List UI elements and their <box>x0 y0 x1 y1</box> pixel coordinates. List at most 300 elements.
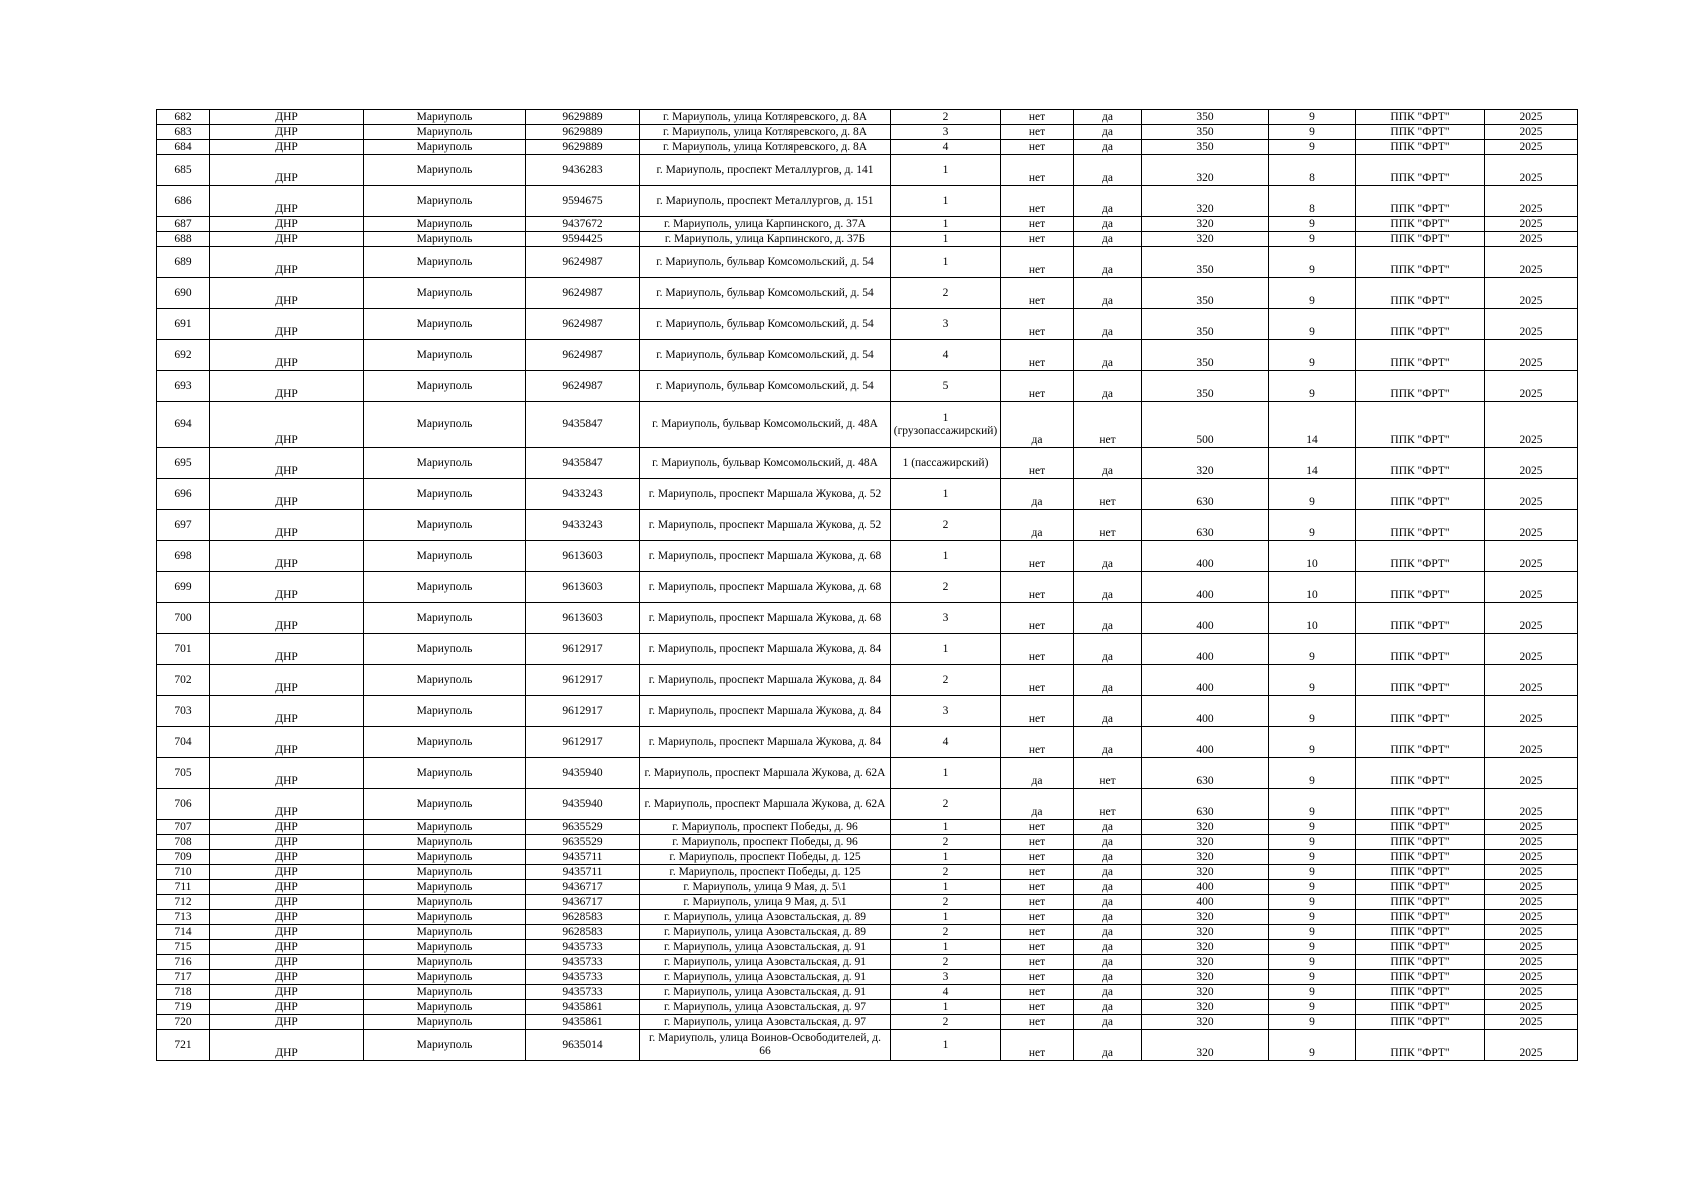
flag-b-cell: да <box>1074 850 1142 865</box>
capacity-cell: 320 <box>1142 1015 1269 1030</box>
city-cell: Мариуполь <box>364 789 526 820</box>
region-cell: ДНР <box>210 634 364 665</box>
capacity-cell: 320 <box>1142 820 1269 835</box>
flag-a-cell: нет <box>1001 155 1074 186</box>
building-code-cell: 9435733 <box>526 955 640 970</box>
stops-cell: 9 <box>1269 217 1356 232</box>
stops-cell: 9 <box>1269 865 1356 880</box>
flag-b-cell: да <box>1074 1000 1142 1015</box>
stops-cell: 8 <box>1269 186 1356 217</box>
table-row <box>157 895 1578 910</box>
row-number: 688 <box>157 232 210 247</box>
lift-number-cell: 4 <box>891 140 1001 155</box>
city-cell: Мариуполь <box>364 110 526 125</box>
city-cell: Мариуполь <box>364 140 526 155</box>
lift-number-cell: 1 <box>891 1030 1001 1061</box>
flag-b-cell: нет <box>1074 789 1142 820</box>
capacity-cell: 400 <box>1142 696 1269 727</box>
organization-cell: ППК "ФРТ" <box>1356 402 1485 448</box>
lift-number-cell: 2 <box>891 1015 1001 1030</box>
year-cell: 2025 <box>1485 1015 1578 1030</box>
stops-cell: 9 <box>1269 1015 1356 1030</box>
building-code-cell: 9628583 <box>526 925 640 940</box>
building-code-cell: 9624987 <box>526 371 640 402</box>
stops-cell: 9 <box>1269 925 1356 940</box>
capacity-cell: 320 <box>1142 940 1269 955</box>
flag-b-cell: да <box>1074 232 1142 247</box>
flag-b-cell: да <box>1074 880 1142 895</box>
table-row <box>157 217 1578 232</box>
region-cell: ДНР <box>210 110 364 125</box>
table-row <box>157 340 1578 371</box>
address-cell: г. Мариуполь, проспект Маршала Жукова, д. 52 <box>640 510 891 541</box>
city-cell: Мариуполь <box>364 479 526 510</box>
year-cell: 2025 <box>1485 572 1578 603</box>
year-cell: 2025 <box>1485 925 1578 940</box>
building-code-cell: 9624987 <box>526 278 640 309</box>
row-number: 714 <box>157 925 210 940</box>
flag-a-cell: нет <box>1001 448 1074 479</box>
lift-number-cell: 1 <box>891 186 1001 217</box>
capacity-cell: 630 <box>1142 479 1269 510</box>
flag-a-cell: нет <box>1001 247 1074 278</box>
row-number: 685 <box>157 155 210 186</box>
row-number: 697 <box>157 510 210 541</box>
flag-a-cell: нет <box>1001 186 1074 217</box>
city-cell: Мариуполь <box>364 895 526 910</box>
row-number: 700 <box>157 603 210 634</box>
table-row <box>157 634 1578 665</box>
stops-cell: 9 <box>1269 985 1356 1000</box>
capacity-cell: 400 <box>1142 541 1269 572</box>
organization-cell: ППК "ФРТ" <box>1356 880 1485 895</box>
lift-number-cell: 1 <box>891 910 1001 925</box>
table-row <box>157 1015 1578 1030</box>
city-cell: Мариуполь <box>364 510 526 541</box>
address-cell: г. Мариуполь, проспект Маршала Жукова, д. 84 <box>640 727 891 758</box>
building-code-cell: 9433243 <box>526 479 640 510</box>
table-row <box>157 1030 1578 1061</box>
region-cell: ДНР <box>210 895 364 910</box>
row-number: 695 <box>157 448 210 479</box>
row-number: 719 <box>157 1000 210 1015</box>
stops-cell: 9 <box>1269 232 1356 247</box>
address-cell: г. Мариуполь, проспект Маршала Жукова, д. 52 <box>640 479 891 510</box>
flag-b-cell: да <box>1074 541 1142 572</box>
flag-b-cell: да <box>1074 1030 1142 1061</box>
building-code-cell: 9612917 <box>526 634 640 665</box>
table-row <box>157 758 1578 789</box>
table-row <box>157 955 1578 970</box>
row-number: 694 <box>157 402 210 448</box>
organization-cell: ППК "ФРТ" <box>1356 541 1485 572</box>
organization-cell: ППК "ФРТ" <box>1356 940 1485 955</box>
address-cell: г. Мариуполь, проспект Маршала Жукова, д. 62А <box>640 789 891 820</box>
organization-cell: ППК "ФРТ" <box>1356 340 1485 371</box>
flag-b-cell: да <box>1074 955 1142 970</box>
stops-cell: 9 <box>1269 125 1356 140</box>
stops-cell: 9 <box>1269 940 1356 955</box>
capacity-cell: 350 <box>1142 340 1269 371</box>
city-cell: Мариуполь <box>364 970 526 985</box>
flag-a-cell: нет <box>1001 865 1074 880</box>
region-cell: ДНР <box>210 1030 364 1061</box>
city-cell: Мариуполь <box>364 371 526 402</box>
city-cell: Мариуполь <box>364 865 526 880</box>
row-number: 682 <box>157 110 210 125</box>
stops-cell: 9 <box>1269 835 1356 850</box>
capacity-cell: 400 <box>1142 895 1269 910</box>
year-cell: 2025 <box>1485 510 1578 541</box>
row-number: 702 <box>157 665 210 696</box>
flag-a-cell: нет <box>1001 1000 1074 1015</box>
city-cell: Мариуполь <box>364 247 526 278</box>
year-cell: 2025 <box>1485 155 1578 186</box>
table-row <box>157 880 1578 895</box>
year-cell: 2025 <box>1485 140 1578 155</box>
organization-cell: ППК "ФРТ" <box>1356 835 1485 850</box>
region-cell: ДНР <box>210 910 364 925</box>
table-row <box>157 186 1578 217</box>
capacity-cell: 320 <box>1142 186 1269 217</box>
lift-number-cell: 1 <box>891 541 1001 572</box>
year-cell: 2025 <box>1485 110 1578 125</box>
table-row <box>157 479 1578 510</box>
stops-cell: 9 <box>1269 634 1356 665</box>
flag-b-cell: да <box>1074 665 1142 696</box>
stops-cell: 9 <box>1269 789 1356 820</box>
flag-a-cell: нет <box>1001 110 1074 125</box>
address-cell: г. Мариуполь, проспект Победы, д. 125 <box>640 850 891 865</box>
capacity-cell: 320 <box>1142 448 1269 479</box>
lift-number-cell: 1 <box>891 232 1001 247</box>
row-number: 693 <box>157 371 210 402</box>
capacity-cell: 320 <box>1142 955 1269 970</box>
region-cell: ДНР <box>210 1015 364 1030</box>
stops-cell: 9 <box>1269 140 1356 155</box>
flag-a-cell: нет <box>1001 572 1074 603</box>
address-cell: г. Мариуполь, улица Азовстальская, д. 91 <box>640 940 891 955</box>
flag-a-cell: да <box>1001 402 1074 448</box>
organization-cell: ППК "ФРТ" <box>1356 865 1485 880</box>
stops-cell: 10 <box>1269 572 1356 603</box>
year-cell: 2025 <box>1485 479 1578 510</box>
year-cell: 2025 <box>1485 340 1578 371</box>
table-row <box>157 278 1578 309</box>
flag-b-cell: да <box>1074 572 1142 603</box>
address-cell: г. Мариуполь, проспект Маршала Жукова, д. 68 <box>640 541 891 572</box>
region-cell: ДНР <box>210 789 364 820</box>
flag-a-cell: да <box>1001 789 1074 820</box>
lift-number-cell: 3 <box>891 603 1001 634</box>
table-row <box>157 448 1578 479</box>
flag-a-cell: нет <box>1001 835 1074 850</box>
city-cell: Мариуполь <box>364 603 526 634</box>
building-code-cell: 9635529 <box>526 835 640 850</box>
region-cell: ДНР <box>210 125 364 140</box>
organization-cell: ППК "ФРТ" <box>1356 665 1485 696</box>
lift-number-cell: 4 <box>891 985 1001 1000</box>
organization-cell: ППК "ФРТ" <box>1356 371 1485 402</box>
table-row <box>157 850 1578 865</box>
organization-cell: ППК "ФРТ" <box>1356 510 1485 541</box>
city-cell: Мариуполь <box>364 572 526 603</box>
building-code-cell: 9435733 <box>526 985 640 1000</box>
flag-b-cell: да <box>1074 1015 1142 1030</box>
table-row <box>157 603 1578 634</box>
lift-number-cell: 2 <box>891 278 1001 309</box>
building-code-cell: 9624987 <box>526 247 640 278</box>
region-cell: ДНР <box>210 603 364 634</box>
flag-a-cell: нет <box>1001 895 1074 910</box>
flag-a-cell: нет <box>1001 910 1074 925</box>
building-code-cell: 9628583 <box>526 910 640 925</box>
capacity-cell: 320 <box>1142 865 1269 880</box>
building-code-cell: 9435711 <box>526 865 640 880</box>
region-cell: ДНР <box>210 665 364 696</box>
region-cell: ДНР <box>210 217 364 232</box>
city-cell: Мариуполь <box>364 955 526 970</box>
region-cell: ДНР <box>210 572 364 603</box>
building-code-cell: 9624987 <box>526 309 640 340</box>
stops-cell: 9 <box>1269 955 1356 970</box>
flag-a-cell: нет <box>1001 727 1074 758</box>
organization-cell: ППК "ФРТ" <box>1356 910 1485 925</box>
region-cell: ДНР <box>210 1000 364 1015</box>
flag-a-cell: нет <box>1001 309 1074 340</box>
organization-cell: ППК "ФРТ" <box>1356 217 1485 232</box>
year-cell: 2025 <box>1485 371 1578 402</box>
row-number: 706 <box>157 789 210 820</box>
flag-b-cell: да <box>1074 820 1142 835</box>
city-cell: Мариуполь <box>364 1030 526 1061</box>
address-cell: г. Мариуполь, проспект Металлургов, д. 151 <box>640 186 891 217</box>
year-cell: 2025 <box>1485 758 1578 789</box>
row-number: 689 <box>157 247 210 278</box>
table-row <box>157 835 1578 850</box>
lift-number-cell: 3 <box>891 309 1001 340</box>
city-cell: Мариуполь <box>364 925 526 940</box>
flag-b-cell: да <box>1074 140 1142 155</box>
building-code-cell: 9613603 <box>526 603 640 634</box>
row-number: 698 <box>157 541 210 572</box>
building-code-cell: 9624987 <box>526 340 640 371</box>
year-cell: 2025 <box>1485 247 1578 278</box>
region-cell: ДНР <box>210 140 364 155</box>
table-row <box>157 789 1578 820</box>
organization-cell: ППК "ФРТ" <box>1356 727 1485 758</box>
address-cell: г. Мариуполь, проспект Победы, д. 96 <box>640 820 891 835</box>
organization-cell: ППК "ФРТ" <box>1356 603 1485 634</box>
flag-b-cell: да <box>1074 835 1142 850</box>
lift-number-cell: 1 <box>891 880 1001 895</box>
lift-number-cell: 5 <box>891 371 1001 402</box>
flag-b-cell: нет <box>1074 479 1142 510</box>
flag-a-cell: нет <box>1001 232 1074 247</box>
address-cell: г. Мариуполь, проспект Победы, д. 125 <box>640 865 891 880</box>
capacity-cell: 350 <box>1142 110 1269 125</box>
stops-cell: 9 <box>1269 309 1356 340</box>
lift-number-cell: 2 <box>891 510 1001 541</box>
row-number: 720 <box>157 1015 210 1030</box>
table-row <box>157 402 1578 448</box>
year-cell: 2025 <box>1485 125 1578 140</box>
building-code-cell: 9635014 <box>526 1030 640 1061</box>
table-row <box>157 309 1578 340</box>
table-row <box>157 1000 1578 1015</box>
lift-number-cell: 1 <box>891 1000 1001 1015</box>
flag-b-cell: да <box>1074 696 1142 727</box>
flag-a-cell: нет <box>1001 696 1074 727</box>
building-code-cell: 9436283 <box>526 155 640 186</box>
city-cell: Мариуполь <box>364 820 526 835</box>
city-cell: Мариуполь <box>364 155 526 186</box>
row-number: 717 <box>157 970 210 985</box>
table-row <box>157 125 1578 140</box>
address-cell: г. Мариуполь, улица 9 Мая, д. 5\1 <box>640 895 891 910</box>
building-code-cell: 9435711 <box>526 850 640 865</box>
flag-b-cell: нет <box>1074 758 1142 789</box>
region-cell: ДНР <box>210 155 364 186</box>
table-row <box>157 110 1578 125</box>
lift-number-cell: 2 <box>891 572 1001 603</box>
city-cell: Мариуполь <box>364 1015 526 1030</box>
city-cell: Мариуполь <box>364 910 526 925</box>
address-cell: г. Мариуполь, улица Азовстальская, д. 89 <box>640 925 891 940</box>
table-row <box>157 910 1578 925</box>
row-number: 699 <box>157 572 210 603</box>
flag-a-cell: нет <box>1001 665 1074 696</box>
capacity-cell: 350 <box>1142 140 1269 155</box>
city-cell: Мариуполь <box>364 835 526 850</box>
table-row <box>157 985 1578 1000</box>
year-cell: 2025 <box>1485 278 1578 309</box>
flag-b-cell: да <box>1074 603 1142 634</box>
building-code-cell: 9594425 <box>526 232 640 247</box>
row-number: 692 <box>157 340 210 371</box>
city-cell: Мариуполь <box>364 880 526 895</box>
capacity-cell: 630 <box>1142 758 1269 789</box>
region-cell: ДНР <box>210 758 364 789</box>
flag-b-cell: да <box>1074 634 1142 665</box>
capacity-cell: 400 <box>1142 572 1269 603</box>
capacity-cell: 320 <box>1142 1030 1269 1061</box>
flag-a-cell: нет <box>1001 140 1074 155</box>
address-cell: г. Мариуполь, улица Азовстальская, д. 89 <box>640 910 891 925</box>
lift-number-cell: 2 <box>891 895 1001 910</box>
table-row <box>157 865 1578 880</box>
stops-cell: 8 <box>1269 155 1356 186</box>
region-cell: ДНР <box>210 850 364 865</box>
year-cell: 2025 <box>1485 402 1578 448</box>
building-code-cell: 9613603 <box>526 541 640 572</box>
capacity-cell: 320 <box>1142 217 1269 232</box>
address-cell: г. Мариуполь, бульвар Комсомольский, д. 54 <box>640 247 891 278</box>
region-cell: ДНР <box>210 696 364 727</box>
table-row <box>157 232 1578 247</box>
address-cell: г. Мариуполь, бульвар Комсомольский, д. 48А <box>640 448 891 479</box>
lift-number-cell: 3 <box>891 125 1001 140</box>
organization-cell: ППК "ФРТ" <box>1356 1015 1485 1030</box>
flag-a-cell: нет <box>1001 970 1074 985</box>
flag-b-cell: да <box>1074 940 1142 955</box>
lift-number-cell: 2 <box>891 789 1001 820</box>
flag-b-cell: да <box>1074 278 1142 309</box>
building-code-cell: 9435847 <box>526 448 640 479</box>
region-cell: ДНР <box>210 880 364 895</box>
building-code-cell: 9629889 <box>526 140 640 155</box>
building-code-cell: 9436717 <box>526 895 640 910</box>
row-number: 710 <box>157 865 210 880</box>
flag-b-cell: да <box>1074 340 1142 371</box>
flag-b-cell: да <box>1074 110 1142 125</box>
year-cell: 2025 <box>1485 665 1578 696</box>
address-cell: г. Мариуполь, бульвар Комсомольский, д. 54 <box>640 309 891 340</box>
stops-cell: 9 <box>1269 1030 1356 1061</box>
year-cell: 2025 <box>1485 985 1578 1000</box>
year-cell: 2025 <box>1485 789 1578 820</box>
row-number: 707 <box>157 820 210 835</box>
table-row <box>157 940 1578 955</box>
address-cell: г. Мариуполь, улица Азовстальская, д. 91 <box>640 985 891 1000</box>
region-cell: ДНР <box>210 835 364 850</box>
stops-cell: 9 <box>1269 110 1356 125</box>
table-row <box>157 541 1578 572</box>
year-cell: 2025 <box>1485 696 1578 727</box>
capacity-cell: 630 <box>1142 510 1269 541</box>
capacity-cell: 320 <box>1142 910 1269 925</box>
building-code-cell: 9435861 <box>526 1000 640 1015</box>
flag-b-cell: да <box>1074 865 1142 880</box>
lift-number-cell: 1 <box>891 479 1001 510</box>
region-cell: ДНР <box>210 985 364 1000</box>
organization-cell: ППК "ФРТ" <box>1356 110 1485 125</box>
organization-cell: ППК "ФРТ" <box>1356 1000 1485 1015</box>
stops-cell: 9 <box>1269 340 1356 371</box>
region-cell: ДНР <box>210 479 364 510</box>
region-cell: ДНР <box>210 727 364 758</box>
capacity-cell: 320 <box>1142 985 1269 1000</box>
organization-cell: ППК "ФРТ" <box>1356 985 1485 1000</box>
row-number: 711 <box>157 880 210 895</box>
flag-b-cell: да <box>1074 371 1142 402</box>
stops-cell: 9 <box>1269 758 1356 789</box>
organization-cell: ППК "ФРТ" <box>1356 850 1485 865</box>
stops-cell: 9 <box>1269 727 1356 758</box>
flag-b-cell: да <box>1074 727 1142 758</box>
organization-cell: ППК "ФРТ" <box>1356 572 1485 603</box>
capacity-cell: 400 <box>1142 727 1269 758</box>
capacity-cell: 320 <box>1142 925 1269 940</box>
table-row <box>157 371 1578 402</box>
lift-number-cell: 3 <box>891 696 1001 727</box>
lift-number-cell: 2 <box>891 925 1001 940</box>
region-cell: ДНР <box>210 955 364 970</box>
flag-a-cell: нет <box>1001 541 1074 572</box>
address-cell: г. Мариуполь, улица Азовстальская, д. 97 <box>640 1015 891 1030</box>
lift-number-cell: 1 (грузопассажирский) <box>891 402 1001 448</box>
table-row <box>157 970 1578 985</box>
city-cell: Мариуполь <box>364 448 526 479</box>
stops-cell: 14 <box>1269 448 1356 479</box>
stops-cell: 9 <box>1269 510 1356 541</box>
stops-cell: 9 <box>1269 820 1356 835</box>
flag-b-cell: да <box>1074 985 1142 1000</box>
organization-cell: ППК "ФРТ" <box>1356 789 1485 820</box>
stops-cell: 9 <box>1269 696 1356 727</box>
row-number: 696 <box>157 479 210 510</box>
address-cell: г. Мариуполь, бульвар Комсомольский, д. 54 <box>640 371 891 402</box>
